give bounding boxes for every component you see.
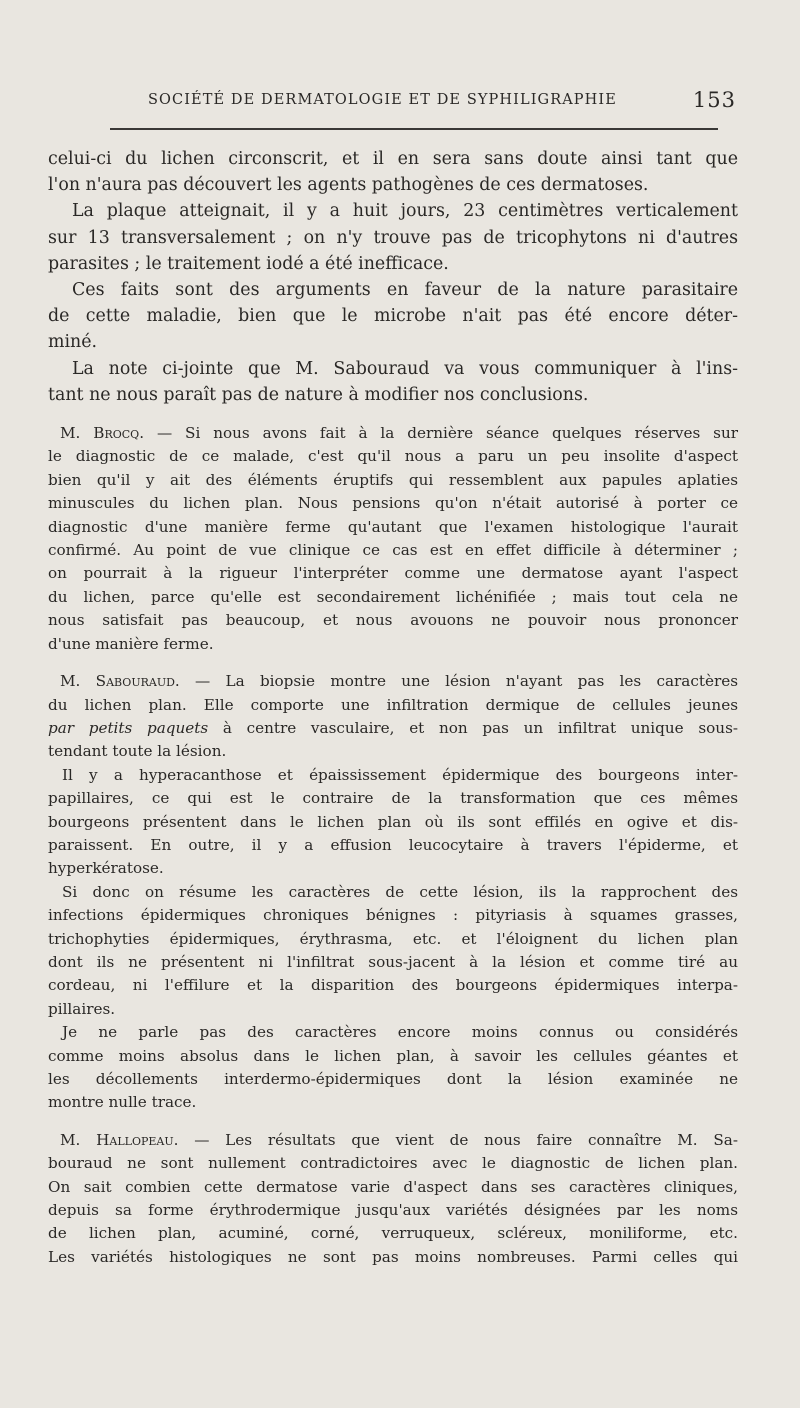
opening-block (48, 146, 738, 408)
speaker-name: Hallopeau (96, 1130, 174, 1149)
body-text (48, 146, 738, 1269)
discussion-block (48, 422, 738, 1269)
page-number: 153 (692, 88, 736, 112)
italic-phrase: par petits paquets (48, 718, 209, 737)
paragraph-plaque: La plaque atteignait, il y a huit jours, 23 centimètres verticalement sur 13 transversalement ; on n'y trouve pas de tricophytons ni d'autres parasites ; le traitement iodé a été inefficace. (48, 201, 738, 274)
page-header (60, 90, 736, 116)
paragraph-continuation: celui-ci du lichen circonscrit, et il en sera sans doute ainsi tant que l'on n'aura pas découvert les agents pathogènes de ces dermatoses. (48, 149, 738, 196)
paragraph-je-ne-parle: Je ne parle pas des caractères encore moins connus ou considérés comme moins absolus dans le lichen plan, à savoir les cellules géantes et les décollements interdermo-épidermiques dont la lésion examinée ne montre nulle trace. (48, 1023, 738, 1112)
speaker-name: Brocq (93, 424, 140, 443)
running-head: SOCIÉTÉ DE DERMATOLOGIE ET DE SYPHILIGRAPHIE (148, 92, 617, 108)
speaker-name: Sabouraud (95, 672, 175, 691)
paragraph-resume: Si donc on résume les caractères de cette lésion, ils la rapprochent des infections épidermiques chroniques bénignes : pityriasis à squames grasses, trichophyties épidermiques, érythrasma, etc. et l'éloignent du lichen plan dont ils ne présentent ni l'infiltrat sous-jacent à la lésion et comme tiré au cordeau, ni l'effilure et la disparition des bourgeons épidermiques interpa- pillaires. (48, 882, 738, 1018)
paragraph-hallopeau: M. Hallopeau. — Les résultats que vient de nous faire connaître M. Sa- bouraud ne sont nullement contradictoires avec le diagnostic de lichen plan. On sait combien cette dermatose varie d'aspect dans ses caractères cliniques, depuis sa forme érythrodermique jusqu'aux variétés désignées par les noms de lichen plan, acuminé, corné, verruqueux, scléreux, moniliforme, etc. Les variétés histologiques ne sont pas moins nombreuses. Parmi celles qui (48, 1130, 738, 1266)
header-rule (110, 128, 718, 130)
paragraph-arguments: Ces faits sont des arguments en faveur de la nature parasitaire de cette maladie, bien que le microbe n'ait pas été encore déter- miné. (48, 280, 738, 353)
paragraph-hyperacanthose: Il y a hyperacanthose et épaississement épidermique des bourgeons inter- papillaires, ce qui est le contraire de la transformation que ces mêmes bourgeons présentent dans le lichen plan où ils sont effilés en ogive et dis- paraissent. En outre, il y a effusion leucocytaire à travers l'épiderme, et hyperkératose. (48, 765, 738, 878)
paragraph-brocq: M. Brocq. — Si nous avons fait à la dernière séance quelques réserves sur le diagnostic de ce malade, c'est qu'il nous a paru un peu insolite d'aspect bien qu'il y ait des éléments éruptifs qui ressemblent aux papules aplaties minuscules du lichen plan. Nous pensions qu'on n'était autorisé à porter ce diagnostic d'une manière ferme qu'autant que l'examen histologique l'aurait confirmé. Au point de vue clinique ce cas est en effet difficile à déterminer ; on pourrait à la rigueur l'interpréter comme une dermatose ayant l'aspect du lichen, parce qu'elle est secondairement lichénifiée ; mais tout cela ne nous satisfait pas beaucoup, et nous avouons ne pouvoir nous prononcer d'une manière ferme. (48, 424, 738, 653)
paragraph-sabouraud: M. Sabouraud. — La biopsie montre une lésion n'ayant pas les caractères du lichen plan. Elle comporte une infiltration dermique de cellules jeunes par petits paquets à centre vasculaire, et non pas un infiltrat unique sous- tendant toute la lésion. (48, 672, 738, 761)
paragraph-note: La note ci-jointe que M. Sabouraud va vous communiquer à l'ins- tant ne nous paraît pas de nature à modifier nos conclusions. (48, 358, 738, 405)
